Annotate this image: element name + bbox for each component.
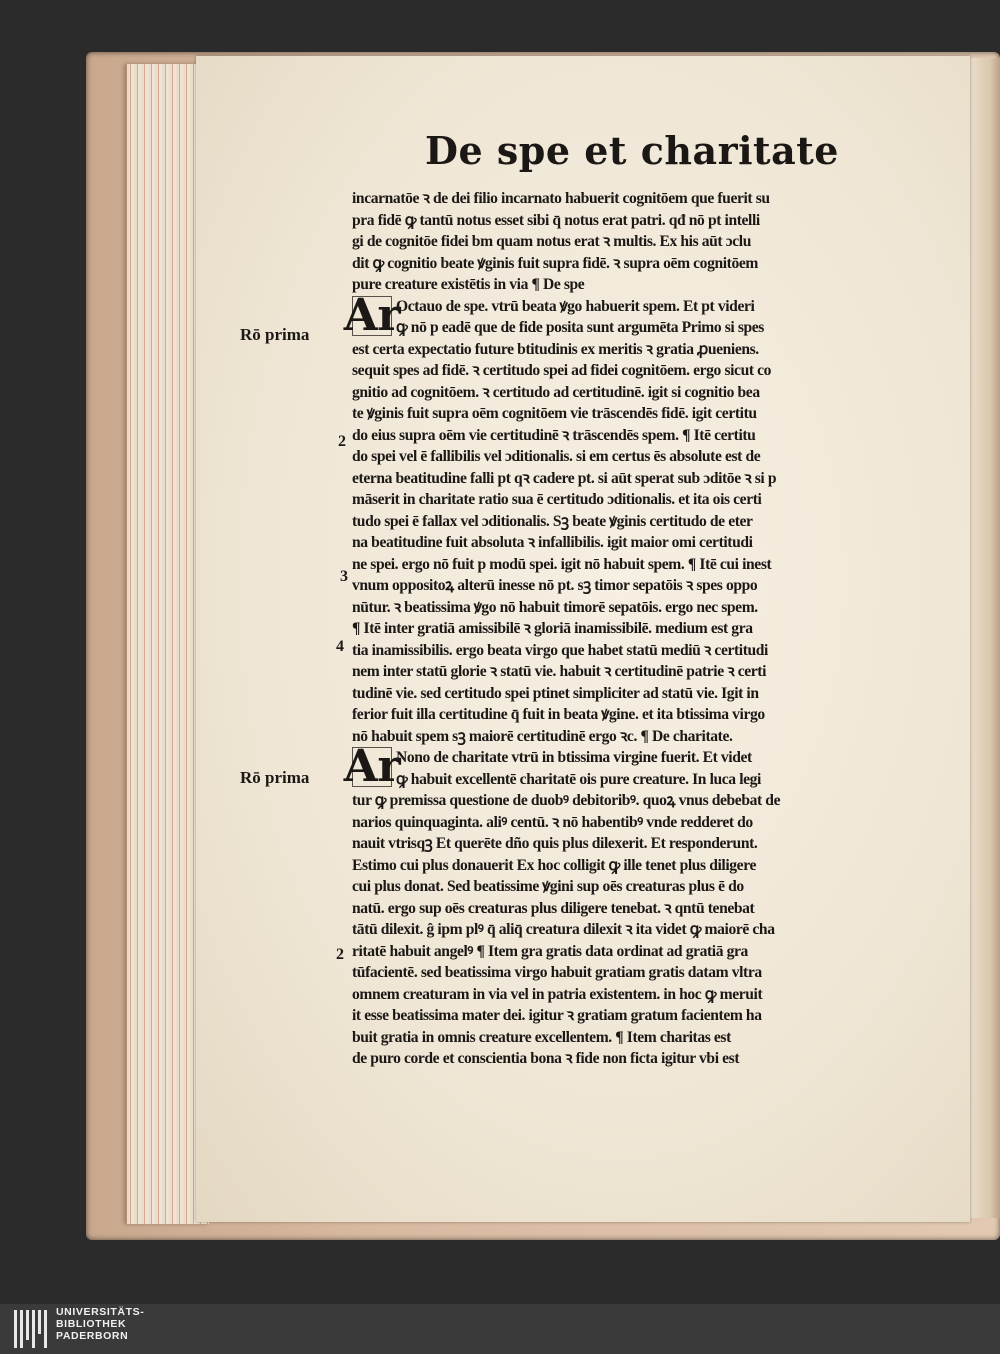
margin-number: 2 bbox=[336, 946, 344, 963]
logo-line-2: BIBLIOTHEK bbox=[56, 1318, 127, 1330]
text-line: māserit in charitate ratio sua ē certitudo ɔditionalis. et ita ois certi bbox=[352, 491, 762, 508]
section-spe bbox=[343, 289, 877, 341]
text-line: omnem creaturam in via vel in patria existentem. in hoc ꝙ meruit bbox=[352, 985, 763, 1003]
text-line: tudinē vie. sed certitudo spei ptinet simpliciter ad statū vie. Igit in bbox=[352, 684, 759, 702]
page-right-edge bbox=[968, 58, 1000, 1218]
decorated-initial: Ar bbox=[343, 289, 401, 341]
text-line: te ꝟginis fuit supra oēm cognitōem vie trāscendēs fidē. igit certitu bbox=[352, 405, 757, 422]
margin-note-ro-prima-1: Rō prima bbox=[240, 325, 310, 344]
text-line: nō habuit spem sꝫ maiorē certitudinē ergo ꝛc. ¶ De charitate. bbox=[352, 727, 733, 745]
text-line: ritatē habuit angelꝰ ¶ Item gra gratis data ordinat ad gratiā gra bbox=[352, 942, 748, 960]
logo-line-1: UNIVERSITÄTS- bbox=[56, 1306, 145, 1318]
text-line: incarnatōe ꝛ de dei filio incarnato habuerit cognitōem que fuerit su bbox=[352, 190, 770, 207]
section-charitate bbox=[343, 741, 877, 792]
text-block bbox=[343, 188, 877, 1070]
text-line: Nono de charitate vtrū in btissima virgine fuerit. Et videt bbox=[396, 749, 752, 766]
text-line: Octauo de spe. vtrū beata ꝟgo habuerit spem. Et pt videri bbox=[396, 297, 755, 315]
text-line: vnum oppositoꝝ alterū inesse nō pt. sꝫ timor sepatōis ꝛ spes oppo bbox=[352, 577, 758, 594]
text-line: eterna beatitudine falli pt qꝛ cadere pt. si aūt sperat sub ɔditōe ꝛ si p bbox=[352, 469, 777, 487]
text-line: dit ꝙ cognitio beate ꝟginis fuit supra fidē. ꝛ supra oēm cognitōem bbox=[352, 254, 758, 272]
text-line: tia inamissibilis. ergo beata virgo que habet statū mediū ꝛ certitudi bbox=[352, 641, 768, 659]
text-line: nauit vtrisqꝫ Et querēte dño quis plus dilexerit. Et responderunt. bbox=[352, 835, 758, 852]
running-head: De spe et charitate bbox=[425, 128, 839, 173]
decorated-initial: Ar bbox=[343, 741, 401, 792]
text-line: ¶ Itē inter gratiā amissibilē ꝛ gloriā inamissibilē. medium est gra bbox=[352, 620, 753, 637]
text-line: cui plus donat. Sed beatissime ꝟgini sup oēs creaturas plus ē do bbox=[352, 878, 744, 895]
text-line: do eius supra oēm vie certitudinē ꝛ trāscendēs spem. ¶ Itē certitu bbox=[352, 426, 756, 444]
text-line: ferior fuit illa certitudine q̄ fuit in beata ꝟgine. et ita btissima virgo bbox=[352, 706, 765, 723]
text-line: narios quinquaginta. aliꝰ centū. ꝛ nō habentibꝰ vnde redderet do bbox=[352, 813, 753, 831]
logo-line-3: PADERBORN bbox=[56, 1330, 129, 1342]
text-line: ꝙ habuit excellentē charitatē ois pure creature. In luca legi bbox=[396, 770, 761, 788]
margin-number: 4 bbox=[336, 638, 344, 655]
text-line: buit gratia in omnis creature excellentem. ¶ Item charitas est bbox=[352, 1028, 731, 1046]
text-line: nem inter statū glorie ꝛ statū vie. habuit ꝛ certitudinē patrie ꝛ certi bbox=[352, 663, 767, 680]
text-line: gnitio ad cognitōem. ꝛ certitudo ad certitudinē. igit si cognitio bea bbox=[352, 383, 760, 401]
margin-number: 3 bbox=[340, 568, 348, 585]
footer-bar bbox=[0, 1304, 1000, 1354]
text-line: tudo spei ē fallax vel ɔditionalis. Sꝫ beate ꝟginis certitudo de eter bbox=[352, 512, 753, 530]
text-line: tūfacientē. sed beatissima virgo habuit gratiam gratis datam vltra bbox=[352, 964, 762, 981]
text-line: it esse beatissima mater dei. igitur ꝛ gratiam gratum facientem ha bbox=[352, 1007, 762, 1024]
text-line: tur ꝙ premissa questione de duobꝰ debitoribꝰ. quoꝝ vnus debebat de bbox=[352, 792, 781, 809]
library-logo-icon bbox=[12, 1306, 50, 1352]
text-line: na beatitudine fuit absoluta ꝛ infallibilis. igit maior omi certitudi bbox=[352, 534, 753, 551]
text-line: ne spei. ergo nō fuit p modū spei. igit nō habuit spem. ¶ Itē cui inest bbox=[352, 555, 772, 573]
library-logo-text bbox=[56, 1306, 144, 1342]
text-line: sequit spes ad fidē. ꝛ certitudo spei ad fidei cognitōem. ergo sicut co bbox=[352, 362, 772, 379]
text-line: natū. ergo sup oēs creaturas plus diligere tenebat. ꝛ qntū tenebat bbox=[352, 899, 755, 917]
text-line: tātū dilexit. ĝ ipm plꝰ q̄ aliq̄ creatura dilexit ꝛ ita videt ꝙ maiorē cha bbox=[352, 921, 775, 938]
margin-note-ro-prima-2: Rō prima bbox=[240, 768, 310, 787]
text-line: gi de cognitōe fidei bm quam notus erat ꝛ multis. Ex his aūt ɔclu bbox=[352, 233, 751, 250]
margin-number: 2 bbox=[338, 433, 346, 450]
text-line: do spei vel ē fallibilis vel ɔditionalis. si em certus ēs absolute est de bbox=[352, 448, 761, 465]
text-line: pure creature existētis in via ¶ De spe bbox=[352, 276, 585, 293]
text-line: Estimo cui plus donauerit Ex hoc colligit ꝙ ille tenet plus diligere bbox=[352, 856, 756, 874]
text-line: est certa expectatio future btitudinis ex meritis ꝛ gratia ꝓueniens. bbox=[352, 340, 759, 358]
text-line: de puro corde et conscientia bona ꝛ fide non ficta igitur vbi est bbox=[352, 1050, 740, 1067]
text-line: pra fidē ꝙ tantū notus esset sibi q̄ notus erat patri. qđ nō pt intelli bbox=[352, 211, 760, 229]
text-line: ꝙ nō p eadē que de fide posita sunt argumēta Primo si spes bbox=[396, 319, 764, 336]
text-line: nūtur. ꝛ beatissima ꝟgo nō habuit timorē sepatōis. ergo nec spem. bbox=[352, 598, 758, 616]
